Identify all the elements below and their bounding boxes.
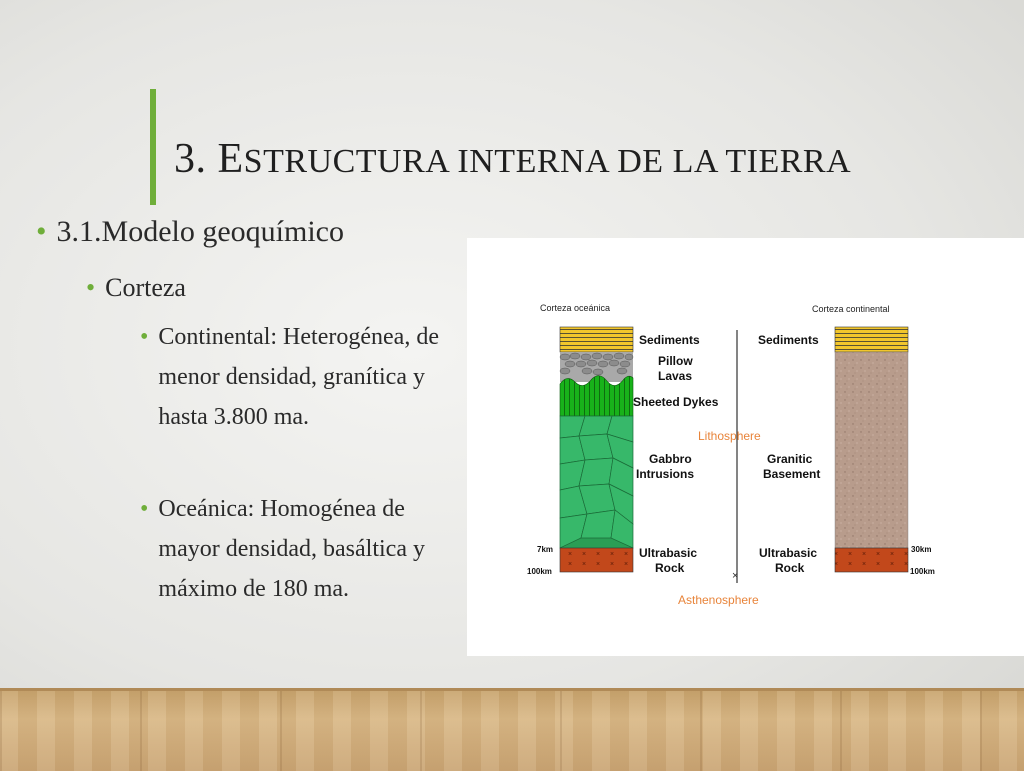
- bullet-text: 3.1.Modelo geoquímico: [56, 215, 344, 248]
- title-text: STRUCTURA INTERNA DE LA TIERRA: [243, 143, 852, 180]
- bullet-text: Oceánica: Homogénea de mayor densidad, basáltica y máximo de 180 ma.: [158, 496, 425, 602]
- bullet-continental: [140, 317, 470, 437]
- sediments-layer-right: [835, 327, 908, 352]
- depth-100km-right-label: 100km: [910, 567, 935, 576]
- gabbro-intrusions-layer: [560, 416, 633, 548]
- ultrabasic-layer-right: [835, 548, 908, 572]
- bullet-corteza: [86, 273, 186, 303]
- label-gabbro: Gabbro: [649, 452, 692, 466]
- bullet-dot-icon: •: [36, 215, 47, 248]
- title-accent-bar: [150, 89, 156, 205]
- label-sheeted-dykes: Sheeted Dykes: [633, 395, 719, 409]
- label-ultrabasic-right: Ultrabasic: [759, 546, 818, 560]
- depth-100km-left-label: 100km: [527, 567, 552, 576]
- label-rock-right: Rock: [775, 561, 805, 575]
- bullet-oceanica: [140, 489, 470, 609]
- granitic-basement-layer: [835, 352, 908, 548]
- label-ultrabasic-left: Ultrabasic: [639, 546, 698, 560]
- divider-x-mark: ×: [732, 570, 739, 582]
- label-pillow: Pillow: [658, 354, 693, 368]
- label-lavas: Lavas: [658, 369, 693, 383]
- oceanic-crust-header: Corteza oceánica: [540, 303, 611, 313]
- label-lithosphere: Lithosphere: [698, 429, 761, 443]
- bullet-text: Corteza: [105, 273, 186, 302]
- label-intrusions: Intrusions: [636, 467, 695, 481]
- slide-title: [174, 135, 851, 183]
- bullet-dot-icon: •: [140, 496, 149, 522]
- label-sediments-right: Sediments: [758, 333, 819, 347]
- continental-crust-header: Corteza continental: [812, 304, 890, 314]
- sheeted-dykes-layer: [560, 376, 633, 416]
- label-sediments-left: Sediments: [639, 333, 700, 347]
- sediments-layer-left: [560, 327, 633, 352]
- bullet-modelo-geoquimico: [36, 215, 344, 249]
- depth-30km-label: 30km: [911, 545, 932, 554]
- title-initial: E: [217, 136, 244, 182]
- oceanic-column: [560, 327, 633, 572]
- label-rock-left: Rock: [655, 561, 685, 575]
- title-number: 3.: [174, 136, 207, 182]
- label-asthenosphere: Asthenosphere: [678, 593, 759, 607]
- continental-column: [835, 327, 908, 572]
- label-granitic: Granitic: [767, 452, 813, 466]
- bullet-text: Continental: Heterogénea, de menor densidad, granítica y hasta 3.800 ma.: [158, 324, 439, 430]
- ultrabasic-layer-left: [560, 548, 633, 572]
- wooden-floor-background: [0, 688, 1024, 771]
- bullet-dot-icon: •: [140, 324, 149, 350]
- label-basement: Basement: [763, 467, 821, 481]
- bullet-dot-icon: •: [86, 273, 96, 302]
- depth-7km-label: 7km: [537, 545, 554, 554]
- crust-diagram: [467, 238, 1024, 656]
